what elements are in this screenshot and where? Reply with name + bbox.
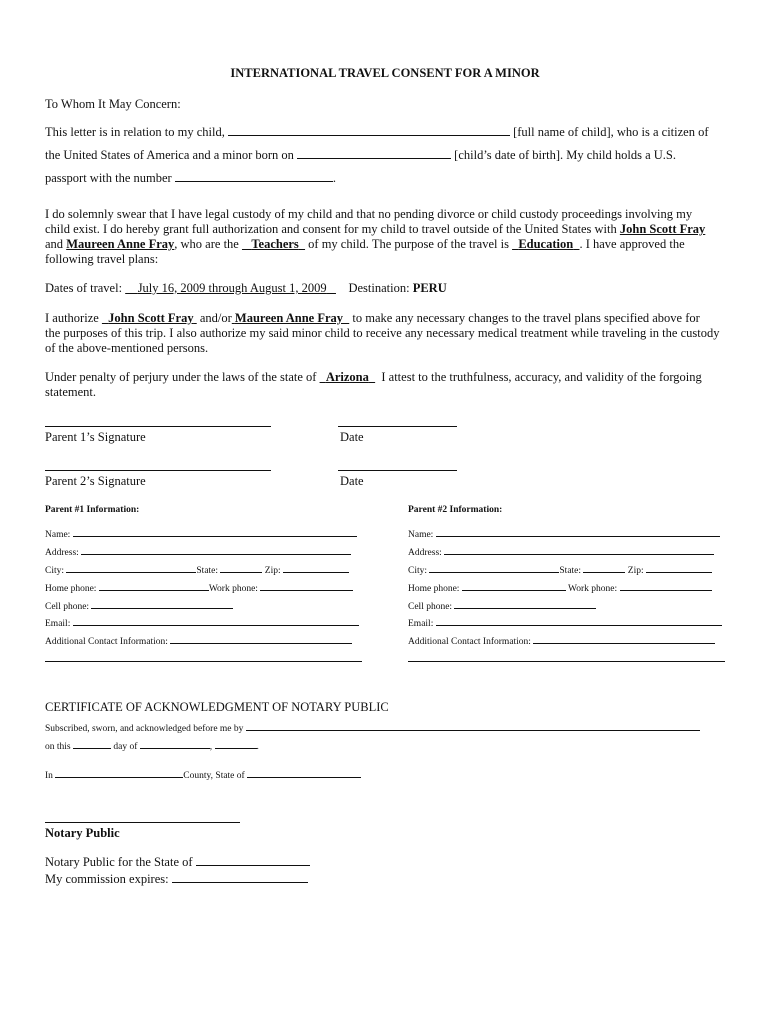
child-name-line: This letter is in relation to my child, [full name of child], who is a citizen of bbox=[45, 125, 709, 139]
parent2-name-row: Name: bbox=[408, 528, 720, 541]
notary-signature-line[interactable] bbox=[45, 822, 240, 823]
notary-location-row: In County, State of bbox=[45, 769, 361, 782]
custody-line-1: I do solemnly swear that I have legal custody of my child and that no pending divorce or child custody proceedings involving my bbox=[45, 207, 693, 221]
perjury-line-1: Under penalty of perjury under the laws of the state of Arizona I attest to the truthfulness, accuracy, and validity of the forgoing bbox=[45, 370, 702, 384]
perjury-line-2: statement. bbox=[45, 385, 97, 399]
purpose-value: Education bbox=[518, 237, 574, 251]
custody-line-4: following travel plans: bbox=[45, 252, 159, 266]
authorize-line-3: of the above-mentioned persons. bbox=[45, 341, 209, 355]
parent2-signature-label: Parent 2’s Signature bbox=[45, 474, 146, 488]
child-name-field[interactable] bbox=[228, 125, 510, 136]
parent1-date-label: Date bbox=[340, 430, 364, 444]
guardian-1-name: John Scott Fray bbox=[619, 222, 706, 236]
parent2-date-label: Date bbox=[340, 474, 364, 488]
parent1-address-row: Address: bbox=[45, 546, 351, 559]
parent2-signature-line[interactable] bbox=[45, 470, 271, 471]
parent1-additional-line-2[interactable] bbox=[45, 661, 362, 662]
parent1-city-field[interactable] bbox=[66, 564, 196, 573]
parent1-home-phone-field[interactable] bbox=[99, 582, 209, 591]
parent2-info-heading: Parent #2 Information: bbox=[408, 505, 503, 515]
parent1-cell-row: Cell phone: bbox=[45, 600, 233, 613]
parent2-additional-field[interactable] bbox=[533, 635, 715, 644]
parent1-address-field[interactable] bbox=[81, 546, 351, 555]
parent2-work-phone-field[interactable] bbox=[620, 582, 712, 591]
notary-state-of-field[interactable] bbox=[196, 855, 310, 866]
parent2-name-field[interactable] bbox=[436, 528, 720, 537]
parent1-name-field[interactable] bbox=[73, 528, 357, 537]
authorize-line-2: the purposes of this trip. I also authorize my said minor child to receive any necessary medical treatment while traveling in the custody bbox=[45, 326, 720, 340]
authorized-name-1: John Scott Fray bbox=[108, 311, 194, 325]
notary-heading: CERTIFICATE OF ACKNOWLEDGMENT OF NOTARY PUBLIC bbox=[45, 700, 389, 714]
parent1-email-row: Email: bbox=[45, 617, 359, 630]
notary-commission-field[interactable] bbox=[172, 872, 308, 883]
custody-line-2: child exist. I do hereby grant full authorization and consent for my child to travel outside of the United States with John Scott Fray bbox=[45, 222, 706, 236]
child-birthdate-field[interactable] bbox=[297, 148, 451, 159]
notary-month-field[interactable] bbox=[140, 740, 210, 749]
parent2-cell-phone-field[interactable] bbox=[454, 600, 596, 609]
passport-number-field[interactable] bbox=[175, 171, 333, 182]
authorized-name-2: Maureen Anne Fray bbox=[234, 311, 343, 325]
authorize-line-1: I authorize John Scott Fray and/or Maureen Anne Fray to make any necessary changes to the travel plans specified above for bbox=[45, 311, 700, 325]
parent2-home-phone-field[interactable] bbox=[462, 582, 566, 591]
salutation: To Whom It May Concern: bbox=[45, 97, 181, 111]
parent2-email-field[interactable] bbox=[436, 617, 722, 626]
document-title: INTERNATIONAL TRAVEL CONSENT FOR A MINOR bbox=[230, 66, 540, 80]
parent1-name-row: Name: bbox=[45, 528, 357, 541]
custody-line-3: and Maureen Anne Fray, who are the Teachers of my child. The purpose of the travel is Education . I have approved the bbox=[45, 237, 685, 251]
parent1-date-line[interactable] bbox=[338, 426, 457, 427]
parent1-email-field[interactable] bbox=[73, 617, 359, 626]
parent2-city-row: City: State: Zip: bbox=[408, 564, 712, 577]
parent2-city-field[interactable] bbox=[429, 564, 559, 573]
parent1-cell-phone-field[interactable] bbox=[91, 600, 233, 609]
notary-subscriber-field[interactable] bbox=[246, 722, 700, 731]
parent1-signature-label: Parent 1’s Signature bbox=[45, 430, 146, 444]
dates-value: July 16, 2009 through August 1, 2009 bbox=[137, 281, 327, 295]
relationship-value: Teachers bbox=[251, 237, 299, 251]
parent1-city-row: City: State: Zip: bbox=[45, 564, 349, 577]
parent2-address-row: Address: bbox=[408, 546, 714, 559]
notary-county-field[interactable] bbox=[55, 769, 183, 778]
travel-line bbox=[45, 281, 447, 296]
parent2-cell-row: Cell phone: bbox=[408, 600, 596, 613]
parent2-phone-row: Home phone: Work phone: bbox=[408, 582, 712, 595]
parent1-signature-line[interactable] bbox=[45, 426, 271, 427]
parent1-additional-field[interactable] bbox=[170, 635, 352, 644]
notary-subscribed-row: Subscribed, sworn, and acknowledged before me by bbox=[45, 722, 700, 735]
parent2-date-line[interactable] bbox=[338, 470, 457, 471]
notary-state-field[interactable] bbox=[247, 769, 361, 778]
notary-state-row: Notary Public for the State of bbox=[45, 855, 310, 870]
guardian-2-name: Maureen Anne Fray bbox=[66, 237, 175, 251]
parent1-zip-field[interactable] bbox=[283, 564, 349, 573]
parent1-additional-row: Additional Contact Information: bbox=[45, 635, 352, 648]
parent2-address-field[interactable] bbox=[444, 546, 714, 555]
state-value: Arizona bbox=[325, 370, 369, 384]
parent2-state-field[interactable] bbox=[583, 564, 625, 573]
destination-label: Destination: bbox=[348, 281, 410, 295]
notary-year-field[interactable] bbox=[215, 740, 257, 749]
parent1-state-field[interactable] bbox=[220, 564, 262, 573]
dates-label: Dates of travel: bbox=[45, 281, 123, 295]
notary-date-row: on this day of , . bbox=[45, 742, 259, 752]
destination-value: PERU bbox=[412, 281, 447, 295]
parent2-zip-field[interactable] bbox=[646, 564, 712, 573]
parent2-email-row: Email: bbox=[408, 617, 722, 630]
parent2-additional-line-2[interactable] bbox=[408, 661, 725, 662]
parent1-phone-row: Home phone: Work phone: bbox=[45, 582, 353, 595]
child-birth-line: the United States of America and a minor born on [child’s date of birth]. My child holds a U.S. bbox=[45, 148, 677, 162]
notary-day-field[interactable] bbox=[73, 740, 111, 749]
parent1-work-phone-field[interactable] bbox=[260, 582, 353, 591]
notary-commission-row: My commission expires: bbox=[45, 872, 308, 887]
parent1-info-heading: Parent #1 Information: bbox=[45, 505, 140, 515]
parent2-additional-row: Additional Contact Information: bbox=[408, 635, 715, 648]
notary-public-label: Notary Public bbox=[45, 826, 120, 840]
passport-line: passport with the number . bbox=[45, 171, 336, 185]
